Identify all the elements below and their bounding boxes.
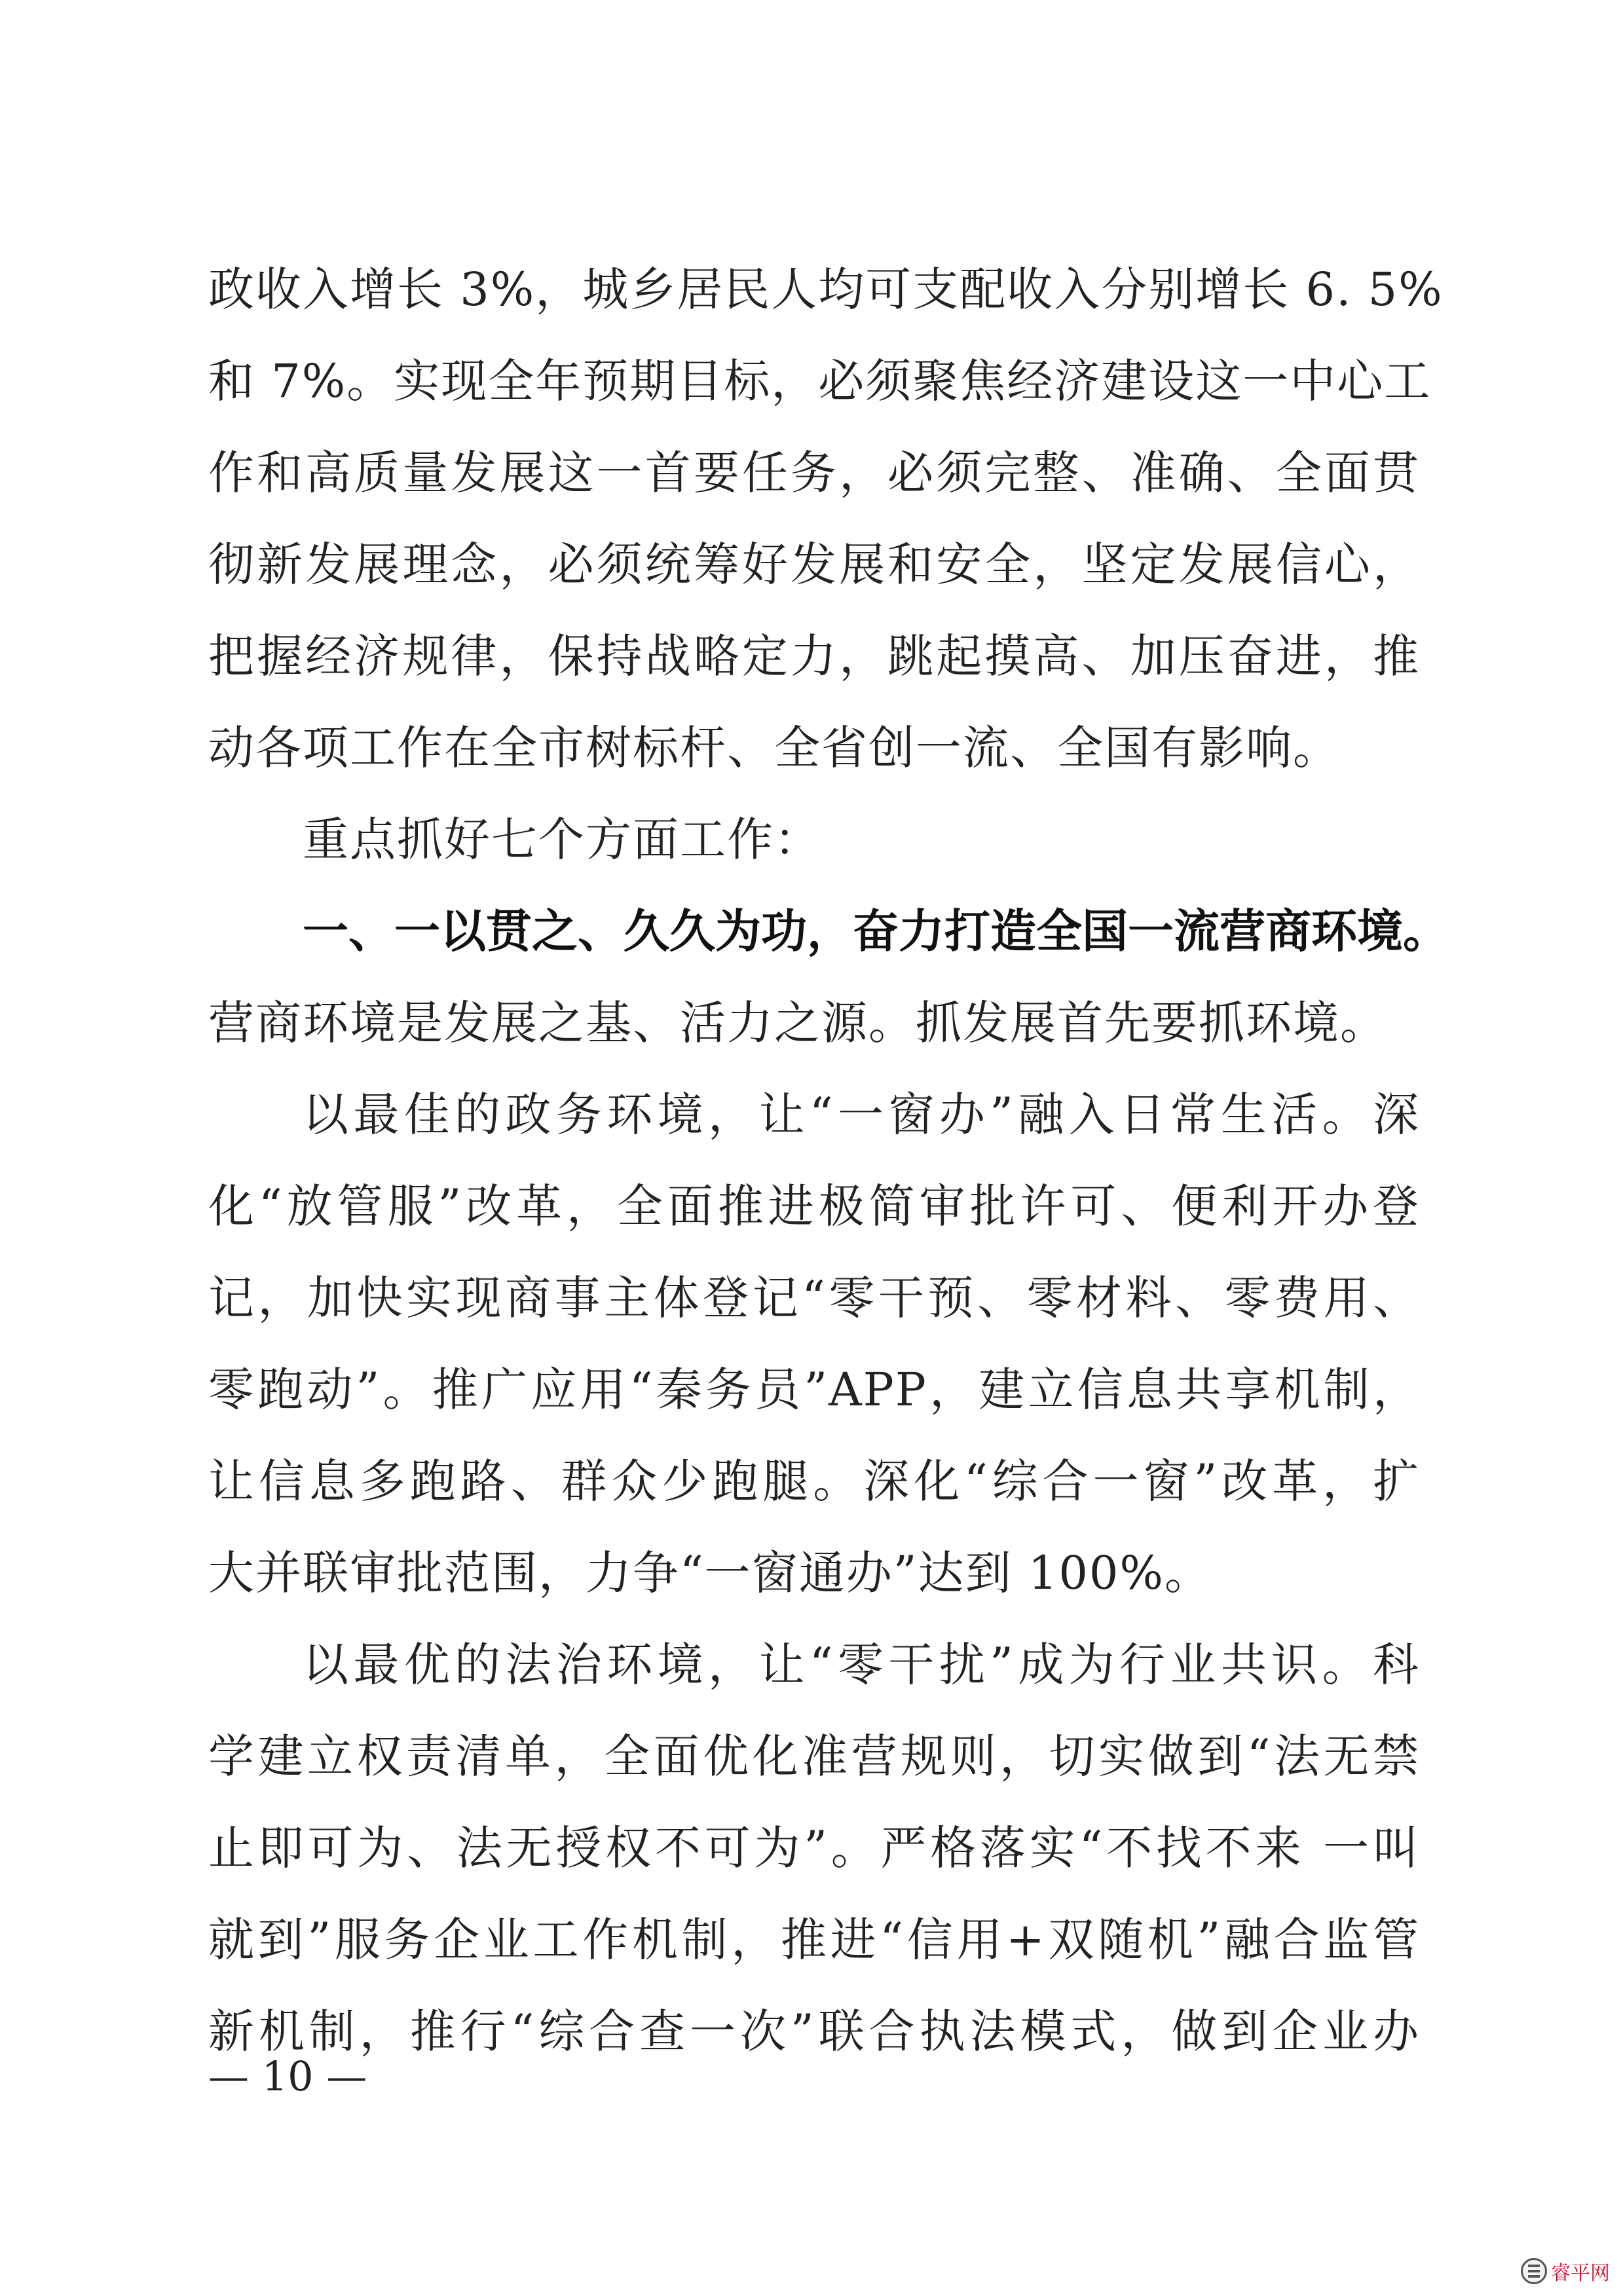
- paragraph-line: 大并联审批范围，力争“一窗通办”达到 100%。: [208, 1546, 1212, 1600]
- page-number: — 10 —: [208, 2052, 367, 2100]
- paragraph-line: 彻新发展理念，必须统筹好发展和安全，坚定发展信心，: [208, 538, 1420, 591]
- watermark-logo-icon: [1521, 2258, 1547, 2284]
- paragraph-line: 止即可为、法无授权不可为”。严格落实“不找不来 一叫: [208, 1821, 1420, 1875]
- paragraph-line: 让信息多跑路、群众少跑腿。深化“综合一窗”改革，扩: [208, 1454, 1420, 1508]
- paragraph-line: 政收入增长 3%，城乡居民人均可支配收入分别增长 6. 5%: [208, 263, 1444, 316]
- paragraph-line: 重点抓好七个方面工作：: [303, 813, 821, 866]
- paragraph-line: 新机制，推行“综合查一次”联合执法模式，做到企业办: [208, 2005, 1420, 2058]
- watermark: [1521, 2255, 1610, 2287]
- paragraph-line: 零跑动”。推广应用“秦务员”APP，建立信息共享机制，: [208, 1363, 1420, 1416]
- paragraph-line: 作和高质量发展这一首要任务，必须完整、准确、全面贯: [208, 446, 1420, 500]
- paragraph-line: 动各项工作在全市树标杆、全省创一流、全国有影响。: [208, 721, 1340, 775]
- paragraph-line: 以最优的法治环境，让“零干扰”成为行业共识。科: [303, 1638, 1420, 1692]
- paragraph-line: 记，加快实现商事主体登记“零干预、零材料、零费用、: [208, 1271, 1420, 1325]
- watermark-text: 睿平网: [1551, 2262, 1610, 2285]
- paragraph-line: 把握经济规律，保持战略定力，跳起摸高、加压奋进，推: [208, 629, 1420, 683]
- paragraph-line: 以最佳的政务环境，让“一窗办”融入日常生活。深: [303, 1088, 1420, 1141]
- section-heading: 一、一以贯之、久久为功，奋力打造全国一流营商环境。: [303, 904, 1449, 958]
- paragraph-line: 就到”服务企业工作机制，推进“信用+双随机”融合监管: [208, 1913, 1420, 1967]
- paragraph-line: 化“放管服”改革，全面推进极简审批许可、便利开办登: [208, 1179, 1420, 1233]
- paragraph-line: 学建立权责清单，全面优化准营规则，切实做到“法无禁: [208, 1730, 1420, 1783]
- paragraph-line: 营商环境是发展之基、活力之源。抓发展首先要抓环境。: [208, 996, 1387, 1050]
- paragraph-line: 和 7%。实现全年预期目标，必须聚焦经济建设这一中心工: [208, 354, 1432, 408]
